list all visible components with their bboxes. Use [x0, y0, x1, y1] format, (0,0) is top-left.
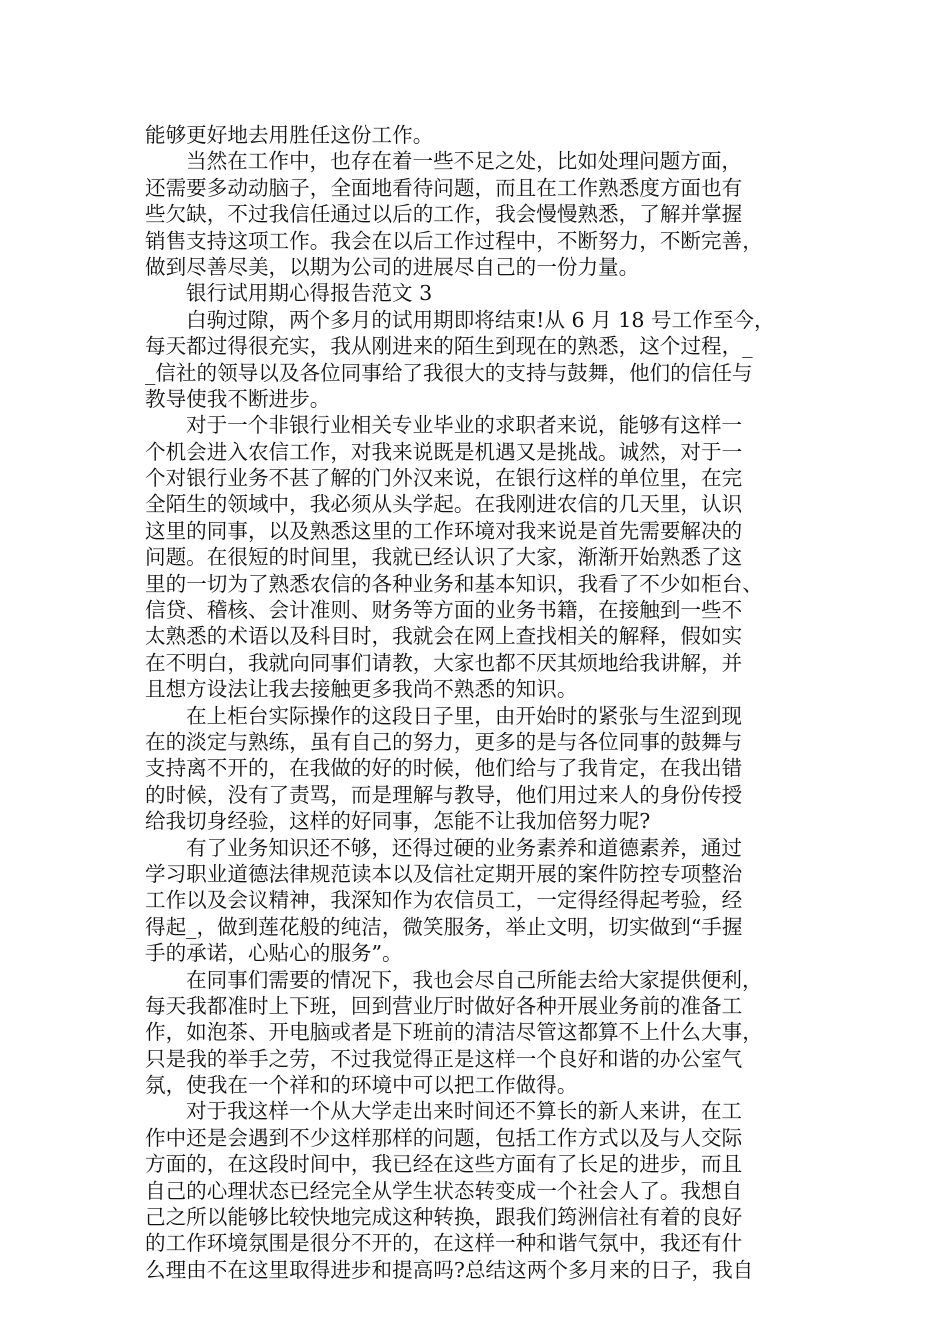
text-line: 些欠缺，不过我信任通过以后的工作，我会慢慢熟悉，了解并掌握: [145, 202, 743, 227]
text-line: 销售支持这项工作。我会在以后工作过程中，不断努力，不断完善，: [145, 228, 763, 253]
text-line: 学习职业道德法律规范读本以及信社定期开展的案件防控专项整治: [145, 861, 743, 886]
paragraph-first-line: 有了业务知识还不够，还得过硬的业务素养和道德素养，通过: [186, 835, 743, 860]
text-line: 手的承诺，心贴心的服务”。: [145, 941, 403, 966]
text-line: 且想方设法让我去接触更多我尚不熟悉的知识。: [145, 677, 578, 702]
text-line: 作中还是会遇到不少这样那样的问题，包括工作方式以及与人交际: [145, 1125, 743, 1150]
text-line: 每天都过得很充实，我从刚进来的陌生到现在的熟悉，这个过程，_: [145, 334, 753, 359]
text-line: 做到尽善尽美，以期为公司的进展尽自己的一份力量。: [145, 254, 640, 279]
paragraph-first-line: 对于我这样一个从大学走出来时间还不算长的新人来讲，在工: [186, 1099, 743, 1124]
paragraph-first-line: 银行试用期心得报告范文 3: [186, 281, 433, 306]
text-line: 给我切身经验，这样的好同事，怎能不让我加倍努力呢?: [145, 809, 651, 834]
text-line: 还需要多动动脑子，全面地看待问题，而且在工作熟悉度方面也有: [145, 175, 743, 200]
text-line: 在的淡定与熟练，虽有自己的努力，更多的是与各位同事的鼓舞与: [145, 729, 743, 754]
text-line: 全陌生的领域中，我必须从头学起。在我刚进农信的几天里，认识: [145, 492, 743, 517]
text-line: 只是我的举手之劳，不过我觉得正是这样一个良好和谐的办公室气: [145, 1046, 743, 1071]
text-line: 工作以及会议精神，我深知作为农信员工，一定得经得起考验，经: [145, 888, 743, 913]
text-line: 这里的同事，以及熟悉这里的工作环境对我来说是首先需要解决的: [145, 518, 743, 543]
paragraph-first-line: 白驹过隙，两个多月的试用期即将结束!从 6 月 18 号工作至今，: [186, 307, 775, 332]
text-line: 能够更好地去用胜任这份工作。: [145, 123, 434, 147]
text-line: 教导使我不断进步。: [145, 386, 331, 411]
text-line: 支持离不开的，在我做的好的时候，他们给与了我肯定，在我出错: [145, 756, 743, 781]
paragraph-first-line: 在同事们需要的情况下，我也会尽自己所能去给大家提供便利，: [186, 967, 763, 992]
document-page: [145, 122, 805, 1283]
paragraph-first-line: 对于一个非银行业相关专业毕业的求职者来说，能够有这样一: [186, 413, 743, 438]
text-line: 氛，使我在一个祥和的环境中可以把工作做得。: [145, 1073, 578, 1098]
text-line: 么理由不在这里取得进步和提高吗?总结这两个多月来的日子，我自: [145, 1257, 754, 1282]
text-line: 得起_，做到莲花般的纯洁，微笑服务，举止文明，切实做到“手握: [145, 914, 743, 939]
text-line: 的时候，没有了责骂，而是理解与教导，他们用过来人的身份传授: [145, 782, 743, 807]
paragraph-first-line: 在上柜台实际操作的这段日子里，由开始时的紧张与生涩到现: [186, 703, 743, 728]
text-line: 每天我都准时上下班，回到营业厅时做好各种开展业务前的准备工: [145, 993, 743, 1018]
text-line: 方面的，在这段时间中，我已经在这些方面有了长足的进步，而且: [145, 1152, 743, 1177]
paragraph-first-line: 当然在工作中，也存在着一些不足之处，比如处理问题方面，: [186, 149, 743, 174]
text-line: 个机会进入农信工作，对我来说既是机遇又是挑战。诚然，对于一: [145, 439, 743, 464]
text-line: 的工作环境氛围是很分不开的，在这样一种和谐气氛中，我还有什: [145, 1231, 743, 1256]
text-line: 里的一切为了熟悉农信的各种业务和基本知识，我看了不少如柜台、: [145, 571, 763, 596]
text-line: 自己的心理状态已经完全从学生状态转变成一个社会人了。我想自: [145, 1178, 743, 1203]
text-line: 太熟悉的术语以及科目时，我就会在网上查找相关的解释，假如实: [145, 624, 743, 649]
text-line: 个对银行业务不甚了解的门外汉来说，在银行这样的单位里，在完: [145, 466, 743, 491]
text-line: 己之所以能够比较快地完成这种转换，跟我们筠洲信社有着的良好: [145, 1205, 743, 1230]
text-line: 问题。在很短的时间里，我就已经认识了大家，渐渐开始熟悉了这: [145, 545, 743, 570]
text-line: 作，如泡茶、开电脑或者是下班前的清洁尽管这都算不上什么大事，: [145, 1020, 763, 1045]
text-line: 信贷、稽核、会计准则、财务等方面的业务书籍，在接触到一些不: [145, 598, 743, 623]
text-line: 在不明白，我就向同事们请教，大家也都不厌其烦地给我讲解，并: [145, 650, 743, 675]
text-line: _信社的领导以及各位同事给了我很大的支持与鼓舞，他们的信任与: [145, 360, 753, 385]
